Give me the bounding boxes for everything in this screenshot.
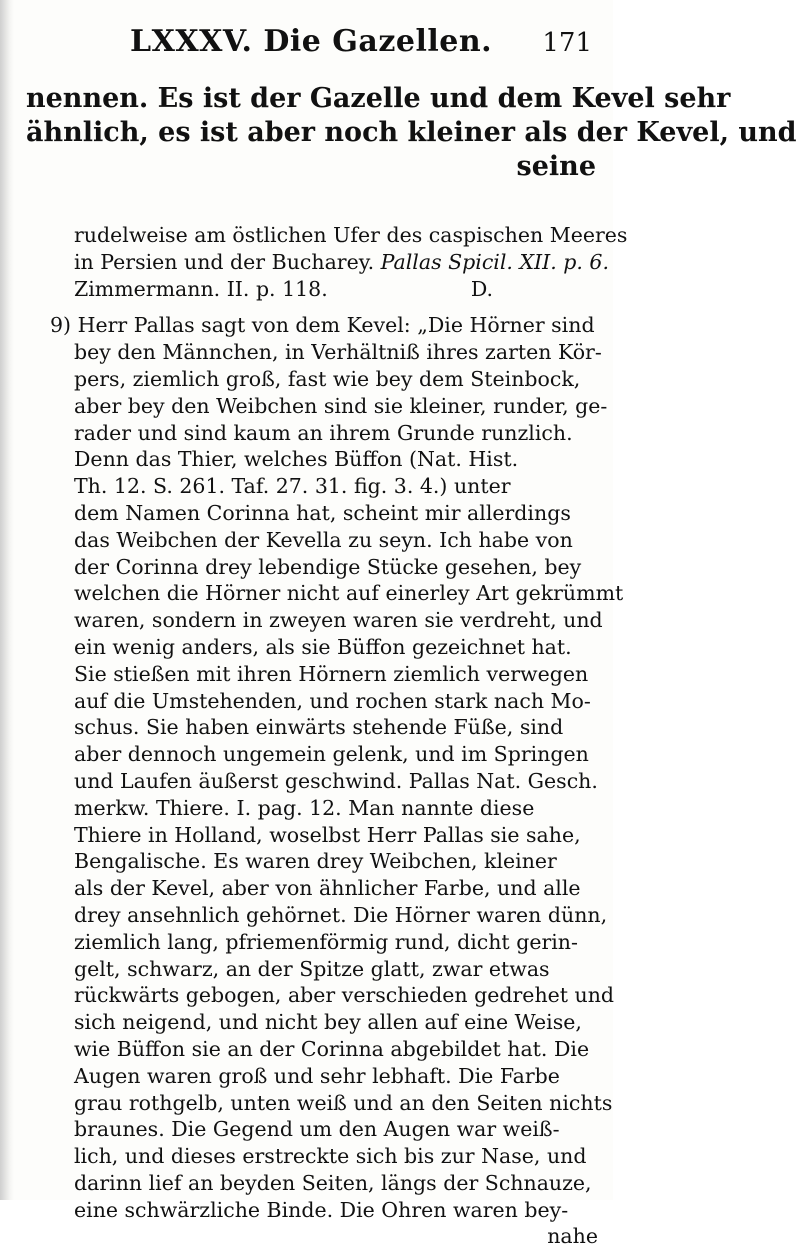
page-number: 171 — [542, 28, 592, 58]
note-9-line: schus. Sie haben einwärts stehende Füße, sind — [74, 715, 564, 740]
note-9-line: grau rothgelb, unten weiß und an den Seiten nichts — [74, 1090, 613, 1115]
note-9-line: der Corinna drey lebendige Stücke gesehen, bey — [74, 554, 582, 579]
note-9-line: bey den Männchen, in Verhältniß ihres zarten Kör- — [74, 340, 602, 365]
body-line: nennen. Es ist der Gazelle und dem Kevel sehr — [26, 83, 731, 114]
note-9-line: ziemlich lang, pfriemenförmig rund, dicht gerin- — [74, 929, 578, 954]
note-9-line: lich, und dieses erstreckte sich bis zur Nase, und — [74, 1144, 587, 1169]
note-9-line: Thiere in Holland, woselbst Herr Pallas sie sahe, — [74, 822, 581, 847]
note-9-line: darinn lief an beyden Seiten, längs der Schnauze, — [74, 1170, 592, 1195]
note-8-citation: Pallas Spicil. XII. p. 6. — [380, 249, 609, 274]
body-line: seine — [516, 151, 596, 182]
note-9-line: dem Namen Corinna hat, scheint mir allerdings — [74, 500, 571, 525]
note-9-line: Denn das Thier, welches Büffon (Nat. Hist. — [74, 447, 519, 472]
note-9-line: gelt, schwarz, an der Spitze glatt, zwar etwas — [74, 956, 550, 981]
page-gutter-shadow — [0, 0, 14, 1200]
note-9-line: Th. 12. S. 261. Taf. 27. 31. fig. 3. 4.) unter — [74, 474, 511, 499]
note-9-line: auf die Umstehenden, und rochen stark nach Mo- — [74, 688, 591, 713]
note-9-line: aber bey den Weibchen sind sie kleiner, runder, ge- — [74, 393, 608, 418]
note-9-line: Bengalische. Es waren drey Weibchen, kleiner — [74, 849, 557, 874]
running-header — [130, 24, 600, 64]
note-9-line: rückwärts gebogen, aber verschieden gedrehet und — [74, 983, 615, 1008]
catchword: nahe — [547, 1224, 598, 1249]
main-body-text — [26, 82, 797, 184]
note-9-line: merkw. Thiere. I. pag. 12. Man nannte diese — [74, 795, 535, 820]
note-8-line — [50, 276, 598, 303]
note-9-line: rader und sind kaum an ihrem Grunde runzlich. — [74, 420, 573, 445]
note-9-label: 9) — [50, 313, 72, 338]
body-line: ähnlich, es ist aber noch kleiner als der Kevel, und — [26, 117, 797, 148]
note-9-line: welchen die Hörner nicht auf einerley Art gekrümmt — [74, 581, 624, 606]
note-9-line: eine schwärzliche Binde. Die Ohren waren bey- — [74, 1197, 569, 1222]
note-9-line: als der Kevel, aber von ähnlicher Farbe, und alle — [74, 876, 581, 901]
note-9-line: braunes. Die Gegend um den Augen war weiß- — [74, 1117, 560, 1142]
note-9-line: pers, ziemlich groß, fast wie bey dem Steinbock, — [74, 366, 581, 391]
note-9-line: das Weibchen der Kevella zu seyn. Ich habe von — [74, 527, 573, 552]
note-9-line: waren, sondern in zweyen waren sie verdreht, und — [74, 608, 603, 633]
note-8-line: rudelweise am östlichen Ufer des caspischen Meeres — [74, 223, 628, 247]
note-9-line: aber dennoch ungemein gelenk, und im Springen — [74, 742, 589, 767]
note-9-line: drey ansehnlich gehörnet. Die Hörner waren dünn, — [74, 902, 608, 927]
note-9-line: Augen waren groß und sehr lebhaft. Die Farbe — [74, 1063, 560, 1088]
note-8-signature: D. — [470, 276, 494, 301]
note-9-text: Herr Pallas sagt von dem Kevel: „Die Hörner sind — [77, 313, 595, 338]
chapter-title: LXXXV. Die Gazellen. — [130, 24, 493, 59]
note-8-text: Zimmermann. II. p. 118. — [74, 276, 328, 301]
note-9-line: und Laufen äußerst geschwind. Pallas Nat. Gesch. — [74, 768, 598, 793]
note-8-text: in Persien und der Bucharey. — [74, 249, 375, 274]
footnotes — [50, 222, 628, 1250]
note-9-line: Sie stießen mit ihren Hörnern ziemlich verwegen — [74, 661, 589, 686]
note-9-line: wie Büffon sie an der Corinna abgebildet hat. Die — [74, 1036, 590, 1061]
note-9-first-line — [50, 312, 598, 339]
note-9-line: ein wenig anders, als sie Büffon gezeichnet hat. — [74, 634, 572, 659]
note-9-line: sich neigend, und nicht bey allen auf eine Weise, — [74, 1010, 582, 1035]
note-8-line — [50, 249, 609, 276]
